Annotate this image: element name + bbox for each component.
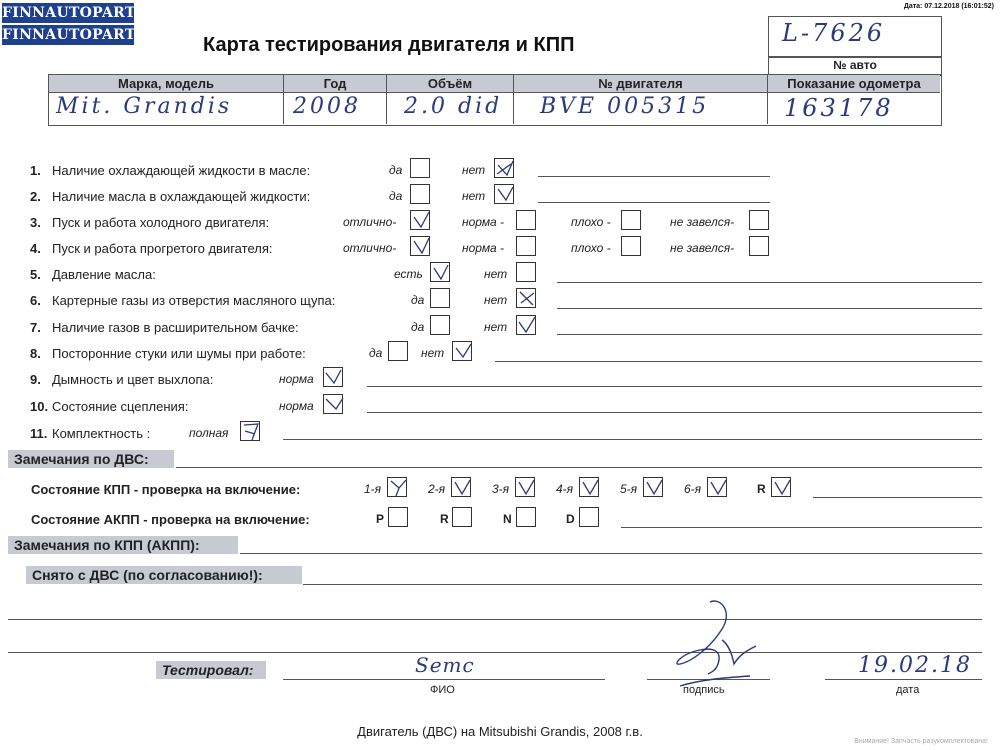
- q4-label: Пуск и работа прогретого двигателя:: [52, 241, 273, 256]
- q6-number: 6.: [30, 293, 41, 308]
- q3-check-nostart[interactable]: [749, 210, 769, 230]
- col-odometer: Показание одометра: [768, 75, 940, 93]
- q1-check-no[interactable]: [494, 158, 514, 178]
- q2-label: Наличие масла в охлаждающей жидкости:: [52, 189, 311, 204]
- col-volume: Объём: [387, 75, 514, 93]
- kpp-gear-2-label: 2-я: [428, 482, 446, 496]
- q1-label: Наличие охлаждающей жидкости в масле:: [52, 163, 311, 178]
- q2-opt-yes: да: [389, 189, 403, 203]
- brand-logo: FINNAUTOPARTS: [2, 5, 146, 21]
- q3-label: Пуск и работа холодного двигателя:: [52, 215, 270, 230]
- q7-label: Наличие газов в расширительном бачке:: [52, 320, 299, 335]
- page-title: Карта тестирования двигателя и КПП: [203, 34, 575, 56]
- q4-opt-normal: норма -: [462, 241, 505, 255]
- kpp-gear-r-check[interactable]: [771, 477, 791, 497]
- kpp-check-label: Состояние КПП - проверка на включение:: [31, 482, 301, 497]
- brand-logo-secondary: FINNAUTOPARTS: [2, 27, 146, 43]
- q4-check-normal[interactable]: [516, 236, 536, 256]
- value-engine-no: BVE 005315: [540, 94, 710, 119]
- value-odometer: 163178: [784, 94, 894, 122]
- q3-check-excellent[interactable]: [410, 210, 430, 230]
- kpp-gear-5-label: 5-я: [620, 482, 638, 496]
- q2-check-yes[interactable]: [410, 184, 430, 204]
- q8-check-no[interactable]: [452, 341, 472, 361]
- date-value: 19.02.18: [858, 653, 972, 678]
- kpp-gear-5-check[interactable]: [643, 477, 663, 497]
- q8-check-yes[interactable]: [388, 341, 408, 361]
- q4-check-excellent[interactable]: [410, 236, 430, 256]
- q10-label: Состояние сцепления:: [52, 399, 189, 414]
- q3-opt-excellent: отлично-: [343, 215, 397, 229]
- q6-opt-yes: да: [411, 293, 425, 307]
- q2-number: 2.: [30, 189, 41, 204]
- car-number-label: № авто: [768, 56, 942, 76]
- akpp-gear-r-label: R: [440, 512, 449, 526]
- q11-label: Комплектность :: [52, 426, 151, 441]
- kpp-gear-4-label: 4-я: [556, 482, 574, 496]
- q3-check-normal[interactable]: [516, 210, 536, 230]
- kpp-gear-3-label: 3-я: [492, 482, 510, 496]
- q4-check-nostart[interactable]: [749, 236, 769, 256]
- q10-number: 10.: [30, 399, 49, 414]
- tested-label: Тестировал:: [156, 661, 266, 679]
- akpp-gear-d-label: D: [566, 512, 575, 526]
- q11-opt-full: полная: [189, 426, 229, 440]
- q6-check-yes[interactable]: [430, 288, 450, 308]
- akpp-check-label: Состояние АКПП - проверка на включение:: [31, 512, 310, 527]
- q9-opt-normal: норма: [279, 372, 314, 386]
- tested-name-value: Semc: [415, 653, 475, 677]
- car-number-value: L-7626: [782, 19, 886, 47]
- q7-opt-no: нет: [484, 320, 508, 334]
- kpp-gear-1-label: 1-я: [364, 482, 382, 496]
- q2-check-no[interactable]: [494, 184, 514, 204]
- q10-check-normal[interactable]: [323, 394, 343, 414]
- q2-opt-no: нет: [462, 189, 486, 203]
- q5-check-no[interactable]: [516, 262, 536, 282]
- q5-label: Давление масла:: [52, 267, 156, 282]
- akpp-gear-p-label: P: [376, 512, 385, 526]
- q3-opt-nostart: не завелся-: [670, 215, 735, 229]
- kpp-gear-6-check[interactable]: [707, 477, 727, 497]
- q5-opt-no: нет: [484, 267, 508, 281]
- kpp-gear-4-check[interactable]: [579, 477, 599, 497]
- kpp-gear-1-check[interactable]: [387, 477, 407, 497]
- kpp-gear-3-check[interactable]: [515, 477, 535, 497]
- q1-opt-yes: да: [389, 163, 403, 177]
- akpp-gear-n-check[interactable]: [516, 507, 536, 527]
- q8-opt-yes: да: [369, 346, 383, 360]
- akpp-gear-d-check[interactable]: [579, 507, 599, 527]
- q8-number: 8.: [30, 346, 41, 361]
- image-caption: Двигатель (ДВС) на Mitsubishi Grandis, 2008 г.в.: [357, 724, 643, 739]
- kpp-gear-2-check[interactable]: [451, 477, 471, 497]
- q4-opt-bad: плохо -: [571, 241, 611, 255]
- q11-number: 11.: [30, 426, 48, 441]
- q7-check-no[interactable]: [516, 315, 536, 335]
- q11-check-full[interactable]: [240, 421, 260, 441]
- dvs-remarks-label: Замечания по ДВС:: [8, 450, 174, 468]
- q3-opt-normal: норма -: [462, 215, 505, 229]
- q4-opt-excellent: отлично-: [343, 241, 397, 255]
- kpp-gear-6-label: 6-я: [684, 482, 702, 496]
- date-stamp: Дата: 07.12.2018 (16:01:52): [903, 3, 994, 10]
- q4-check-bad[interactable]: [621, 236, 641, 256]
- q8-opt-no: нет: [421, 346, 445, 360]
- akpp-gear-n-label: N: [503, 512, 512, 526]
- q6-check-no[interactable]: [516, 288, 536, 308]
- q3-check-bad[interactable]: [621, 210, 641, 230]
- q5-check-yes[interactable]: [430, 262, 450, 282]
- q10-opt-normal: норма: [279, 399, 314, 413]
- kpp-remarks-label: Замечания по КПП (АКПП):: [8, 536, 238, 554]
- q7-number: 7.: [30, 320, 41, 335]
- col-engine-no: № двигателя: [514, 75, 768, 93]
- col-make-model: Марка, модель: [49, 75, 284, 93]
- q3-number: 3.: [30, 215, 41, 230]
- q1-check-yes[interactable]: [410, 158, 430, 178]
- watermark: Внимание! Запчасть разукомплектована!: [854, 738, 988, 745]
- q5-opt-yes: есть: [394, 267, 423, 281]
- q8-label: Посторонние стуки или шумы при работе:: [52, 346, 306, 361]
- q9-label: Дымность и цвет выхлопа:: [52, 372, 214, 387]
- col-year: Год: [284, 75, 387, 93]
- fio-caption: ФИО: [430, 684, 455, 696]
- q7-check-yes[interactable]: [430, 315, 450, 335]
- value-year: 2008: [293, 94, 361, 119]
- q6-opt-no: нет: [484, 293, 508, 307]
- q9-check-normal[interactable]: [323, 367, 343, 387]
- q7-opt-yes: да: [411, 320, 425, 334]
- q4-opt-nostart: не завелся-: [670, 241, 735, 255]
- value-make-model: Mit. Grandis: [56, 94, 233, 119]
- q1-opt-no: нет: [462, 163, 486, 177]
- kpp-gear-r-label: R: [757, 482, 766, 496]
- signature-caption: подпись: [683, 684, 725, 696]
- akpp-gear-r-check[interactable]: [452, 507, 472, 527]
- q5-number: 5.: [30, 267, 41, 282]
- date-caption: дата: [896, 684, 920, 696]
- q9-number: 9.: [30, 372, 41, 387]
- q4-number: 4.: [30, 241, 41, 256]
- signature-mark: [660, 592, 780, 692]
- q3-opt-bad: плохо -: [571, 215, 611, 229]
- q6-label: Картерные газы из отверстия масляного щупа:: [52, 293, 336, 308]
- removed-label: Снято с ДВС (по согласованию!):: [26, 566, 302, 584]
- value-volume: 2.0 did: [404, 94, 503, 119]
- q1-number: 1.: [30, 163, 41, 178]
- akpp-gear-p-check[interactable]: [388, 507, 408, 527]
